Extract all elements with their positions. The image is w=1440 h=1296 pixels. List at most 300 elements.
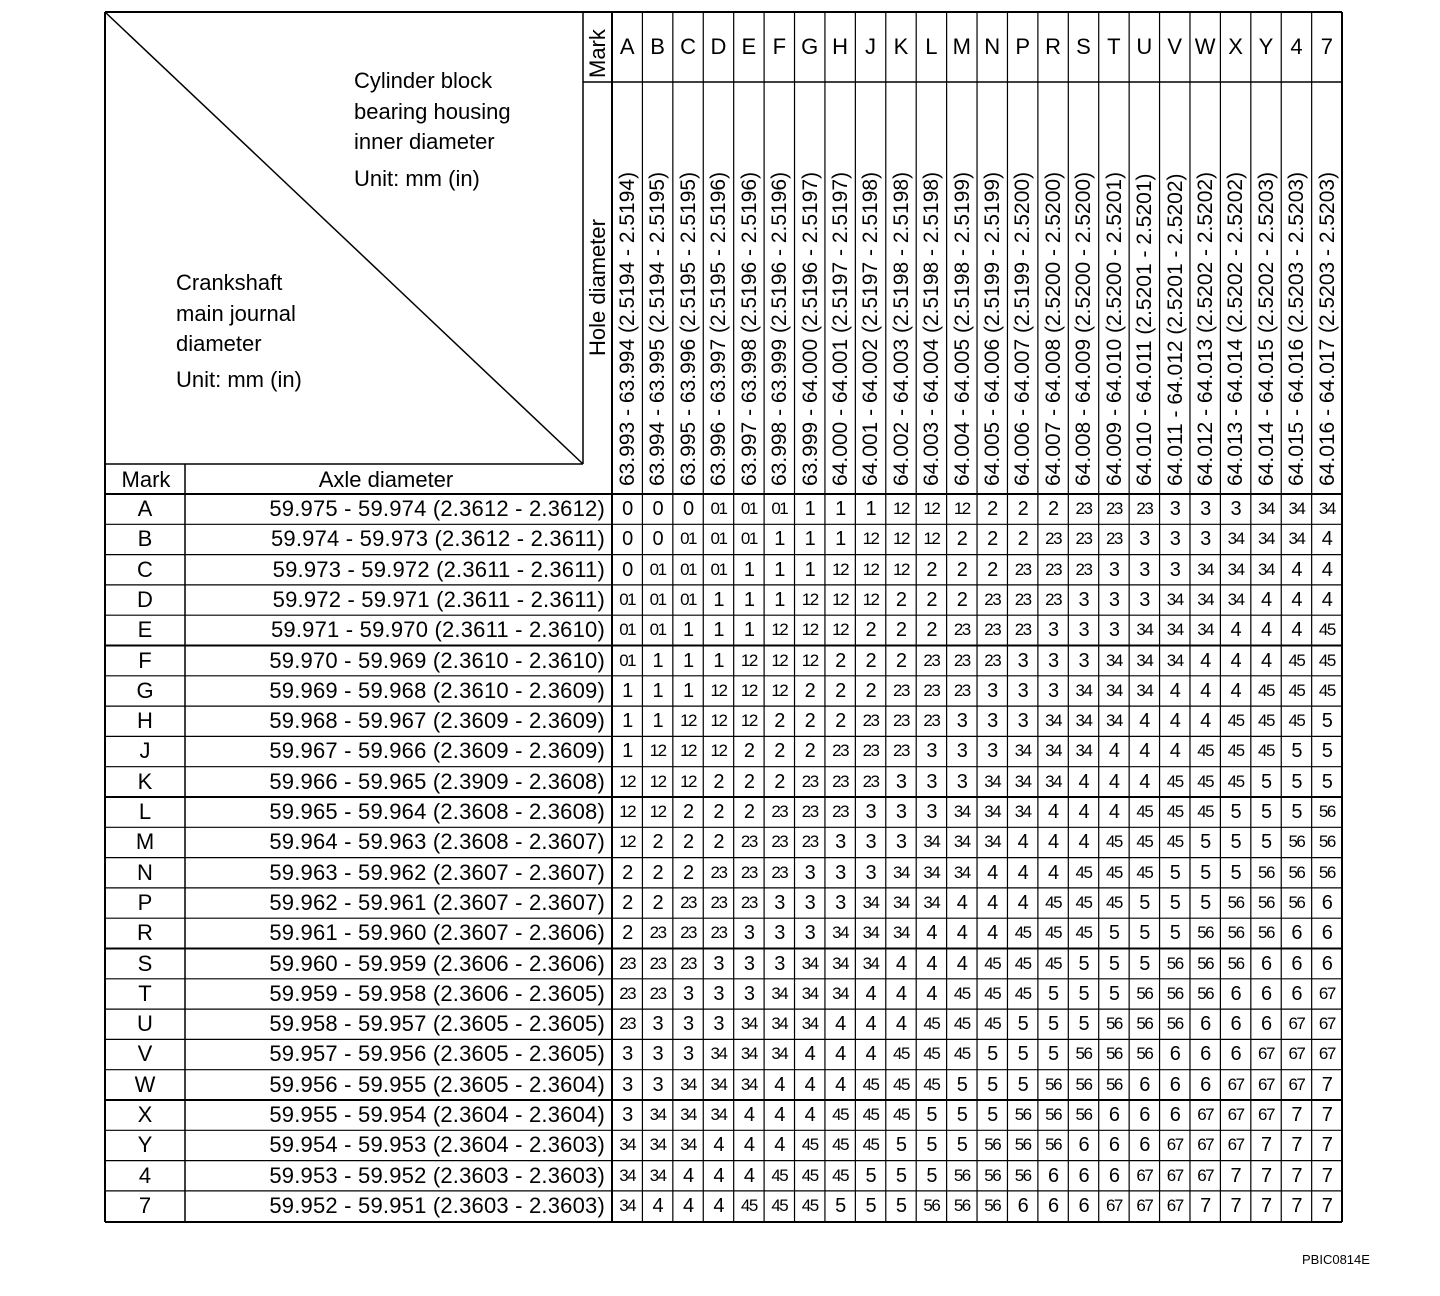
grade-cell: 67 — [1227, 1135, 1244, 1155]
grade-cell: 3 — [652, 1043, 663, 1066]
grade-cell: 3 — [926, 770, 937, 793]
grade-cell: 7 — [1200, 1194, 1211, 1217]
grade-cell: 23 — [710, 892, 727, 912]
grade-cell: 2 — [895, 649, 907, 672]
grade-cell: 12 — [619, 771, 636, 791]
column-mark: W — [1194, 34, 1216, 59]
grade-cell: 4 — [713, 1134, 724, 1157]
column-mark: B — [650, 34, 665, 59]
mark-row-header: Mark — [121, 467, 171, 492]
grade-cell: 3 — [682, 982, 694, 1005]
grade-cell: 56 — [1105, 1074, 1122, 1094]
grade-cell: 01 — [740, 499, 757, 518]
column-hole-diameter: 64.009 - 64.010 (2.5200 - 2.5201) — [1102, 171, 1126, 486]
grade-cell: 7 — [1291, 1104, 1302, 1126]
grade-cell: 5 — [1048, 1013, 1059, 1036]
row-mark: C — [137, 556, 153, 582]
column-hole-diameter: 64.000 - 64.001 (2.5197 - 2.5197) — [828, 171, 852, 486]
row-axle-diameter: 59.953 - 59.952 (2.3603 - 2.3603) — [269, 1162, 605, 1188]
column-mark: P — [1015, 34, 1030, 59]
grade-cell: 6 — [1139, 1134, 1150, 1157]
row-axle-diameter: 59.960 - 59.959 (2.3606 - 2.3606) — [269, 950, 605, 976]
grade-cell: 5 — [1260, 831, 1272, 854]
grade-cell: 4 — [1048, 861, 1059, 884]
column-hole-diameter: 64.012 - 64.013 (2.5202 - 2.5202) — [1193, 171, 1217, 486]
grade-cell: 1 — [652, 679, 663, 702]
grade-cell: 3 — [1139, 528, 1150, 551]
grade-cell: 23 — [680, 892, 696, 912]
grade-cell: 01 — [710, 559, 727, 579]
grade-cell: 01 — [619, 589, 636, 609]
grade-cell: 12 — [710, 680, 727, 700]
grade-cell: 23 — [1075, 529, 1092, 549]
grade-cell: 5 — [1230, 801, 1241, 823]
grade-cell: 67 — [1136, 1195, 1153, 1215]
grade-cell: 34 — [1318, 499, 1335, 518]
grade-cell: 4 — [743, 1164, 754, 1187]
grade-cell: 45 — [1045, 923, 1062, 943]
column-mark: R — [1045, 34, 1062, 59]
row-axle-diameter: 59.974 - 59.973 (2.3612 - 2.3611) — [271, 526, 605, 552]
column-mark: F — [772, 34, 787, 59]
row-axle-diameter: 59.955 - 59.954 (2.3604 - 2.3604) — [269, 1102, 605, 1127]
column-mark: G — [801, 34, 819, 59]
grade-cell: 45 — [1166, 832, 1183, 852]
grade-cell: 34 — [649, 1105, 666, 1124]
grade-cell: 67 — [1166, 1195, 1183, 1215]
grade-cell: 12 — [649, 771, 666, 791]
grade-cell: 12 — [771, 680, 788, 700]
row-axle-diameter: 59.967 - 59.966 (2.3609 - 2.3609) — [269, 738, 605, 764]
grade-cell: 67 — [1227, 1074, 1244, 1094]
grade-cell: 6 — [1321, 922, 1332, 945]
grade-cell: 5 — [926, 1134, 937, 1157]
grade-cell: 3 — [1139, 558, 1150, 581]
grade-cell: 4 — [804, 1043, 815, 1066]
grade-cell: 34 — [923, 892, 940, 912]
column-hole-diameter: 63.995 - 63.996 (2.5195 - 2.5195) — [676, 171, 700, 486]
grade-cell: 56 — [1166, 953, 1183, 973]
grade-cell: 4 — [895, 982, 907, 1005]
grade-cell: 2 — [865, 679, 876, 702]
grade-cell: 01 — [680, 559, 696, 579]
grade-cell: 2 — [956, 528, 967, 551]
grade-cell: 34 — [801, 953, 818, 973]
row-mark: 4 — [138, 1162, 152, 1188]
grade-cell: 45 — [893, 1074, 909, 1094]
row-mark: K — [137, 768, 153, 794]
grade-cell: 12 — [801, 650, 818, 670]
grade-cell: 3 — [1078, 619, 1089, 642]
row-axle-diameter: 59.956 - 59.955 (2.3605 - 2.3604) — [269, 1071, 605, 1097]
grade-cell: 34 — [1045, 771, 1062, 791]
grade-cell: 34 — [862, 892, 879, 912]
row-mark: M — [135, 829, 155, 855]
grade-cell: 3 — [1017, 649, 1028, 672]
grade-cell: 23 — [619, 983, 636, 1003]
mark-column-header: Mark — [585, 29, 610, 78]
grade-cell: 34 — [1075, 680, 1092, 700]
grade-cell: 4 — [835, 1013, 846, 1036]
grade-cell: 3 — [1108, 588, 1119, 611]
grade-cell: 45 — [1227, 741, 1244, 761]
grade-cell: 34 — [953, 862, 970, 882]
grade-cell: 34 — [832, 953, 849, 973]
grade-cell: 56 — [1045, 1105, 1062, 1124]
grade-cell: 23 — [680, 953, 696, 973]
grade-cell: 2 — [865, 619, 876, 642]
grade-cell: 4 — [926, 982, 937, 1005]
grade-cell: 4 — [1078, 801, 1089, 823]
grade-cell: 5 — [1048, 982, 1059, 1005]
grade-cell: 2 — [804, 710, 815, 733]
grade-cell: 45 — [984, 1014, 1001, 1034]
grade-cell: 4 — [926, 952, 937, 975]
grade-cell: 5 — [895, 1164, 907, 1187]
grade-cell: 56 — [1227, 953, 1244, 973]
grade-cell: 34 — [1288, 529, 1305, 549]
grade-cell: 3 — [1169, 558, 1180, 581]
grade-cell: 67 — [1288, 1044, 1305, 1064]
grade-cell: 2 — [713, 831, 724, 854]
grade-cell: 3 — [987, 710, 998, 733]
grade-cell: 4 — [1291, 558, 1302, 581]
grade-cell: 23 — [1105, 499, 1122, 518]
grade-cell: 5 — [1169, 922, 1180, 945]
grade-cell: 45 — [953, 983, 970, 1003]
grade-cell: 5 — [1321, 770, 1332, 793]
grade-cell: 4 — [774, 1073, 785, 1096]
grade-cell: 6 — [1291, 922, 1302, 945]
grade-cell: 34 — [1166, 589, 1183, 609]
grade-cell: 56 — [1105, 1044, 1122, 1064]
grade-cell: 3 — [743, 982, 754, 1005]
grade-cell: 4 — [1048, 801, 1059, 823]
grade-cell: 01 — [680, 589, 696, 609]
grade-cell: 12 — [832, 589, 849, 609]
grade-cell: 3 — [804, 861, 815, 884]
grade-cell: 7 — [1321, 1104, 1332, 1126]
grade-cell: 45 — [953, 1014, 970, 1034]
grade-cell: 6 — [1139, 1104, 1150, 1126]
grade-cell: 56 — [1318, 862, 1335, 882]
grade-cell: 2 — [1017, 528, 1028, 551]
grade-cell: 4 — [1200, 710, 1211, 733]
grade-cell: 67 — [1318, 1044, 1335, 1064]
column-hole-diameter: 64.001 - 64.002 (2.5197 - 2.5198) — [859, 171, 883, 486]
grade-cell: 3 — [743, 952, 754, 975]
grade-cell: 23 — [923, 680, 940, 700]
grade-cell: 3 — [926, 740, 937, 763]
row-axle-diameter: 59.954 - 59.953 (2.3604 - 2.3603) — [269, 1132, 605, 1158]
grade-cell: 3 — [1017, 679, 1028, 702]
column-hole-diameter: 63.999 - 64.000 (2.5196 - 2.5197) — [798, 171, 822, 486]
grade-cell: 3 — [682, 1013, 694, 1036]
grade-cell: 2 — [774, 740, 785, 763]
grade-cell: 56 — [1045, 1074, 1062, 1094]
grade-cell: 12 — [619, 832, 636, 852]
column-hole-diameter: 64.008 - 64.009 (2.5200 - 2.5200) — [1072, 171, 1096, 486]
hole-diameter-header: Hole diameter — [585, 219, 610, 356]
grade-cell: 45 — [1288, 680, 1305, 700]
grade-cell: 45 — [1014, 983, 1031, 1003]
row-mark: B — [137, 526, 153, 552]
grade-cell: 67 — [1197, 1165, 1214, 1185]
grade-cell: 4 — [1230, 679, 1241, 702]
grade-cell: 23 — [953, 650, 970, 670]
grade-cell: 6 — [1291, 982, 1302, 1005]
grade-cell: 2 — [713, 770, 724, 793]
grade-cell: 34 — [1105, 680, 1122, 700]
grade-cell: 4 — [774, 1104, 785, 1126]
grade-cell: 6 — [1169, 1073, 1180, 1096]
grade-cell: 3 — [895, 770, 907, 793]
grade-cell: 4 — [1321, 558, 1332, 581]
grade-cell: 34 — [771, 1044, 788, 1064]
column-mark: J — [865, 34, 877, 59]
grade-cell: 2 — [713, 801, 724, 823]
grade-cell: 56 — [1075, 1105, 1092, 1124]
grade-cell: 45 — [923, 1014, 940, 1034]
grade-cell: 34 — [1014, 741, 1031, 761]
grade-cell: 67 — [1166, 1135, 1183, 1155]
grade-cell: 2 — [743, 801, 754, 823]
grade-cell: 7 — [1291, 1164, 1302, 1187]
grade-cell: 2 — [652, 831, 663, 854]
grade-cell: 7 — [1321, 1164, 1332, 1187]
grade-cell: 2 — [682, 861, 694, 884]
grade-cell: 23 — [1045, 589, 1062, 609]
grade-cell: 01 — [771, 499, 788, 518]
grade-cell: 45 — [1136, 862, 1153, 882]
block-unit-label: Unit: mm (in) — [354, 166, 480, 191]
grade-cell: 5 — [895, 1194, 907, 1217]
grade-cell: 4 — [865, 1043, 876, 1066]
grade-cell: 34 — [1227, 589, 1244, 609]
row-axle-diameter: 59.952 - 59.951 (2.3603 - 2.3603) — [269, 1192, 605, 1218]
grade-cell: 6 — [1230, 1013, 1241, 1036]
grade-cell: 0 — [622, 558, 633, 581]
grade-cell: 2 — [622, 891, 633, 914]
grade-cell: 5 — [865, 1194, 876, 1217]
row-axle-diameter: 59.970 - 59.969 (2.3610 - 2.3610) — [269, 647, 605, 673]
grade-cell: 12 — [740, 650, 757, 670]
grade-cell: 4 — [1017, 831, 1028, 854]
grade-cell: 6 — [1139, 1073, 1150, 1096]
column-mark: 4 — [1290, 34, 1303, 59]
grade-cell: 67 — [1258, 1044, 1274, 1064]
grade-cell: 4 — [1169, 740, 1180, 763]
column-hole-diameter: 64.006 - 64.007 (2.5199 - 2.5200) — [1011, 171, 1035, 486]
grade-cell: 12 — [740, 711, 757, 731]
grade-cell: 3 — [652, 1073, 663, 1096]
grade-cell: 4 — [1017, 891, 1028, 914]
grade-cell: 4 — [1139, 740, 1150, 763]
grade-cell: 23 — [710, 923, 727, 943]
column-mark: 7 — [1320, 34, 1333, 59]
grade-cell: 3 — [622, 1043, 633, 1066]
row-axle-diameter: 59.971 - 59.970 (2.3611 - 2.3610) — [271, 617, 605, 643]
grade-cell: 5 — [895, 1134, 907, 1157]
grade-cell: 34 — [680, 1105, 696, 1124]
grade-cell: 4 — [1260, 649, 1272, 672]
grade-cell: 34 — [1136, 650, 1153, 670]
grade-cell: 3 — [774, 922, 785, 945]
grade-cell: 5 — [1230, 831, 1241, 854]
grade-cell: 4 — [895, 1013, 907, 1036]
grade-cell: 4 — [956, 922, 967, 945]
grade-cell: 67 — [1166, 1165, 1183, 1185]
grade-cell: 5 — [1108, 922, 1119, 945]
row-mark: 7 — [138, 1192, 152, 1218]
block-label-line-1: Cylinder block — [354, 68, 493, 93]
grade-cell: 4 — [987, 891, 998, 914]
grade-cell: 67 — [1105, 1195, 1122, 1215]
grade-cell: 45 — [1136, 802, 1153, 821]
grade-cell: 45 — [832, 1165, 849, 1185]
grade-cell: 2 — [956, 558, 967, 581]
grade-cell: 23 — [953, 680, 970, 700]
column-mark: U — [1136, 34, 1153, 59]
grade-cell: 34 — [619, 1165, 636, 1185]
grade-cell: 45 — [923, 1074, 940, 1094]
grade-cell: 56 — [1258, 892, 1274, 912]
column-hole-diameter: 63.997 - 63.998 (2.5196 - 2.5196) — [737, 171, 761, 486]
grade-cell: 3 — [1230, 498, 1241, 520]
grade-cell: 0 — [622, 528, 633, 551]
grade-cell: 01 — [740, 529, 757, 549]
grade-cell: 1 — [835, 498, 846, 520]
grade-cell: 6 — [1048, 1164, 1059, 1187]
grade-cell: 34 — [801, 983, 818, 1003]
grade-cell: 34 — [1258, 529, 1274, 549]
grade-cell: 34 — [680, 1074, 696, 1094]
grade-cell: 45 — [1075, 923, 1092, 943]
column-hole-diameter: 64.007 - 64.008 (2.5200 - 2.5200) — [1041, 171, 1065, 486]
grade-cell: 01 — [619, 650, 636, 670]
grade-cell: 34 — [1045, 741, 1062, 761]
grade-cell: 3 — [713, 952, 724, 975]
grade-cell: 3 — [1078, 588, 1089, 611]
grade-cell: 2 — [987, 558, 998, 581]
grade-cell: 5 — [1017, 1073, 1028, 1096]
column-hole-diameter: 64.004 - 64.005 (2.5198 - 2.5199) — [950, 171, 974, 486]
row-axle-diameter: 59.969 - 59.968 (2.3610 - 2.3609) — [269, 677, 605, 703]
grade-cell: 45 — [1166, 802, 1183, 821]
grade-cell: 4 — [1230, 649, 1241, 672]
grade-cell: 5 — [926, 1104, 937, 1126]
grade-cell: 23 — [1045, 529, 1062, 549]
row-mark: D — [137, 586, 153, 612]
grade-cell: 6 — [1230, 982, 1241, 1005]
grade-cell: 45 — [1318, 620, 1335, 640]
grade-cell: 34 — [832, 923, 849, 943]
grade-cell: 4 — [1321, 528, 1332, 551]
grade-cell: 4 — [1139, 710, 1150, 733]
grade-cell: 34 — [1197, 589, 1214, 609]
grade-cell: 12 — [801, 589, 818, 609]
column-mark: S — [1076, 34, 1091, 59]
grade-cell: 67 — [1288, 1014, 1305, 1034]
grade-cell: 34 — [1258, 559, 1274, 579]
grade-cell: 34 — [680, 1135, 696, 1155]
grade-cell: 12 — [710, 711, 727, 731]
grade-cell: 0 — [682, 498, 694, 520]
grade-cell: 3 — [1048, 619, 1059, 642]
grade-cell: 45 — [1197, 771, 1214, 791]
grade-cell: 23 — [862, 771, 879, 791]
column-mark: K — [893, 34, 909, 59]
grade-cell: 12 — [771, 620, 788, 640]
crank-label-line-2: main journal — [176, 301, 296, 326]
grade-cell: 3 — [926, 801, 937, 823]
grade-cell: 56 — [1318, 802, 1335, 821]
grade-cell: 4 — [713, 1194, 724, 1217]
grade-cell: 34 — [619, 1135, 636, 1155]
grade-cell: 45 — [862, 1074, 879, 1094]
axle-diameter-header: Axle diameter — [318, 467, 454, 492]
grade-cell: 6 — [1200, 1073, 1211, 1096]
grade-cell: 23 — [740, 832, 757, 852]
grade-cell: 5 — [987, 1043, 998, 1066]
grade-cell: 1 — [652, 649, 663, 672]
grade-cell: 45 — [862, 1135, 879, 1155]
grade-cell: 5 — [1260, 770, 1272, 793]
column-hole-diameter: 64.013 - 64.014 (2.5202 - 2.5202) — [1224, 171, 1248, 486]
grade-cell: 34 — [1075, 711, 1092, 731]
grade-cell: 23 — [801, 771, 818, 791]
grade-cell: 3 — [774, 952, 785, 975]
grade-cell: 67 — [1318, 983, 1335, 1003]
grade-cell: 4 — [1260, 588, 1272, 611]
grade-cell: 12 — [953, 499, 970, 518]
grade-cell: 4 — [1017, 861, 1028, 884]
grade-cell: 23 — [832, 802, 849, 821]
grade-cell: 5 — [1200, 891, 1211, 914]
grade-cell: 45 — [801, 1135, 818, 1155]
grade-cell: 7 — [1321, 1194, 1332, 1217]
row-mark: U — [137, 1011, 153, 1037]
column-hole-diameter: 64.011 - 64.012 (2.5201 - 2.5202) — [1163, 173, 1187, 486]
column-hole-diameter: 64.002 - 64.003 (2.5198 - 2.5198) — [889, 171, 913, 486]
grade-cell: 34 — [801, 1014, 818, 1034]
column-mark: M — [952, 34, 971, 59]
row-mark: J — [139, 738, 151, 764]
grade-cell: 45 — [1014, 953, 1031, 973]
grade-cell: 01 — [710, 499, 727, 518]
grade-cell: 2 — [895, 588, 907, 611]
grade-cell: 45 — [1288, 650, 1305, 670]
grade-cell: 12 — [801, 620, 818, 640]
grade-cell: 3 — [743, 922, 754, 945]
grade-cell: 34 — [649, 1135, 666, 1155]
row-mark: X — [137, 1102, 153, 1127]
grade-cell: 45 — [984, 953, 1001, 973]
grade-cell: 23 — [680, 923, 696, 943]
row-mark: E — [137, 617, 153, 643]
grade-cell: 3 — [652, 1013, 663, 1036]
grade-cell: 5 — [1139, 891, 1150, 914]
grade-cell: 12 — [619, 802, 636, 821]
grade-cell: 45 — [1014, 923, 1031, 943]
grade-cell: 12 — [680, 711, 696, 731]
grade-cell: 4 — [865, 982, 876, 1005]
grade-cell: 45 — [1197, 741, 1214, 761]
grade-cell: 4 — [1108, 740, 1119, 763]
row-axle-diameter: 59.957 - 59.956 (2.3605 - 2.3605) — [269, 1041, 605, 1067]
grade-cell: 3 — [713, 982, 724, 1005]
grade-cell: 67 — [1197, 1135, 1214, 1155]
